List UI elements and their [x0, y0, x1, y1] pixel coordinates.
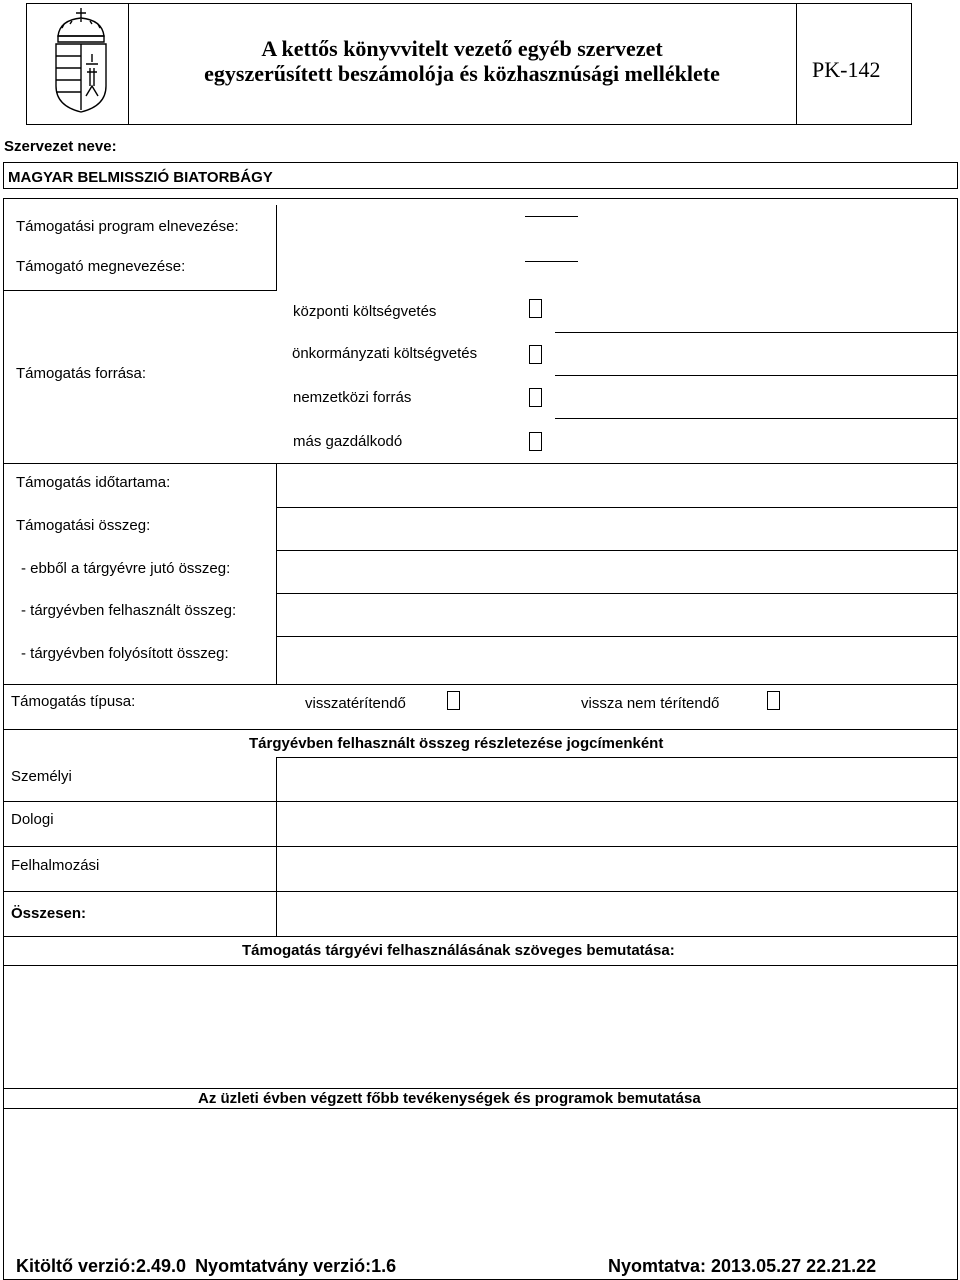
material-label: Dologi [11, 811, 54, 828]
personal-label: Személyi [11, 768, 72, 785]
amount-fields-divider [276, 463, 277, 684]
program-name-underline [525, 216, 578, 217]
amount-row-bottom [276, 550, 958, 551]
disbursed-amount-label: - tárgyévben folyósított összeg: [21, 645, 229, 662]
source-municipal-label: önkormányzati költségvetés [292, 345, 478, 362]
type-refundable-label: visszatérítendő [305, 695, 406, 712]
year-share-row-bottom [276, 593, 958, 594]
hungarian-coat-of-arms-icon [50, 6, 112, 116]
form-title-line2: egyszerűsített beszámolója és közhasznúsági melléklete [204, 61, 720, 86]
source-central-label: központi költségvetés [293, 303, 437, 320]
header-divider-left [128, 3, 129, 125]
program-name-label: Támogatási program elnevezése: [16, 218, 239, 235]
capital-label: Felhalmozási [11, 857, 100, 874]
year-share-label: - ebből a tárgyévre jutó összeg: [21, 560, 231, 577]
support-source-label: Támogatás forrása: [16, 365, 147, 382]
org-name-label: Szervezet neve: [4, 138, 117, 155]
form-title-line1: A kettős könyvvitelt vezető egyéb szervezet [261, 36, 663, 61]
activities-text-area[interactable] [4, 1109, 957, 1249]
breakdown-heading: Tárgyévben felhasznált összeg részletezése jogcímenként [249, 735, 664, 752]
supporter-name-label: Támogató megnevezése: [16, 258, 186, 275]
used-amount-label: - tárgyévben felhasznált összeg: [21, 602, 237, 619]
header-divider-right [796, 3, 797, 125]
support-type-label: Támogatás típusa: [11, 693, 136, 710]
form-code: PK-142 [812, 57, 881, 82]
org-name-field[interactable] [3, 162, 958, 189]
capital-row-bottom [3, 891, 958, 892]
usage-text-heading: Támogatás tárgyévi felhasználásának szöveges bemutatása: [242, 942, 675, 959]
used-amount-row-bottom [276, 636, 958, 637]
type-nonrefundable-label: vissza nem térítendő [581, 695, 720, 712]
footer-versions [16, 1256, 396, 1277]
total-label: Összesen: [11, 905, 87, 922]
source-row-line [555, 332, 958, 333]
form-title [130, 36, 794, 86]
amount-label: Támogatási összeg: [16, 517, 151, 534]
filler-version: Kitöltő verzió:2.49.0 [16, 1256, 187, 1276]
source-central-checkbox[interactable] [529, 299, 542, 318]
type-refundable-checkbox[interactable] [447, 691, 460, 710]
source-section-bottom [3, 463, 958, 464]
org-name-value: MAGYAR BELMISSZIÓ BIATORBÁGY [8, 169, 273, 186]
breakdown-section-bottom [3, 936, 958, 937]
form-version: Nyomtatvány verzió:1.6 [195, 1256, 397, 1276]
duration-row-bottom [276, 507, 958, 508]
source-international-label: nemzetközi forrás [293, 389, 412, 406]
type-section-bottom [3, 729, 958, 730]
source-other-label: más gazdálkodó [293, 433, 403, 450]
duration-label: Támogatás időtartama: [16, 474, 171, 491]
usage-text-area-bottom [3, 1088, 958, 1089]
source-other-checkbox[interactable] [529, 432, 542, 451]
activities-heading: Az üzleti évben végzett főbb tevékenységek és programok bemutatása [198, 1090, 701, 1107]
program-fields-bottom [3, 290, 277, 291]
material-row-bottom [3, 846, 958, 847]
personal-row-bottom [3, 801, 958, 802]
supporter-name-underline [525, 261, 578, 262]
source-row-line [555, 375, 958, 376]
usage-text-area[interactable] [4, 966, 957, 1088]
type-nonrefundable-checkbox[interactable] [767, 691, 780, 710]
amount-section-bottom [3, 684, 958, 685]
breakdown-heading-bottom [276, 757, 958, 758]
printed-timestamp: Nyomtatva: 2013.05.27 22.21.22 [608, 1256, 877, 1276]
program-fields-divider [276, 205, 277, 291]
source-municipal-checkbox[interactable] [529, 345, 542, 364]
source-row-line [555, 418, 958, 419]
source-international-checkbox[interactable] [529, 388, 542, 407]
